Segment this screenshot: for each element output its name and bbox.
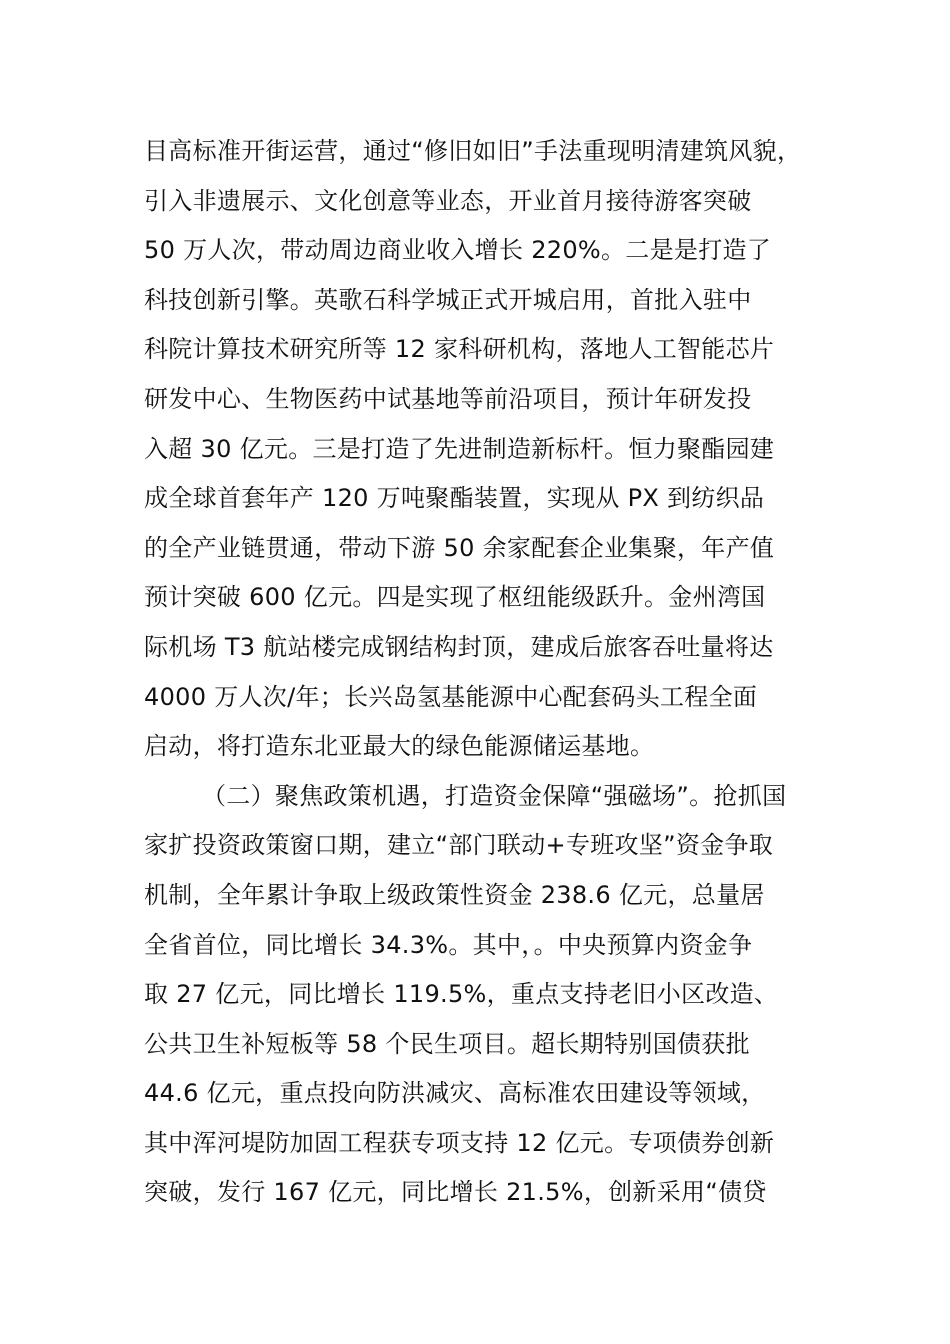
text-line: 科技创新引擎。英歌石科学城正式开城启用，首批入驻中 [144,285,752,314]
text-line: 入超 30 亿元。三是打造了先进制造新标杆。恒力聚酯园建 [144,434,775,463]
text-line: 公共卫生补短板等 58 个民生项目。超长期特别国债获批 [144,1029,750,1058]
text-line: 预计突破 600 亿元。四是实现了枢纽能级跃升。金州湾国 [144,583,766,612]
text-line: 的全产业链贯通，带动下游 50 余家配套企业集聚，年产值 [144,533,775,562]
text-line: 50 万人次，带动周边商业收入增长 220%。二是是打造了 [144,236,772,265]
text-line: 突破，发行 167 亿元，同比增长 21.5%，创新采用“债贷 [144,1178,767,1207]
text-line: 科院计算技术研究所等 12 家科研机构，落地人工智能芯片 [144,335,775,364]
text-line: 成全球首套年产 120 万吨聚酯装置，实现从 PX 到纺织品 [144,484,765,513]
text-line: 全省首位，同比增长 34.3%。其中，。中央预算内资金争 [144,930,753,959]
text-line: 其中浑河堤防加固工程获专项支持 12 亿元。专项债券创新 [144,1128,775,1157]
text-line: 取 27 亿元，同比增长 119.5%，重点支持老旧小区改造、 [144,980,779,1009]
text-line: 44.6 亿元，重点投向防洪减灾、高标准农田建设等领域， [144,1079,766,1108]
section-heading-line: （二）聚焦政策机遇，打造资金保障“强磁场”。抢抓国 [202,781,787,810]
text-line: 际机场 T3 航站楼完成钢结构封顶，建成后旅客吞吐量将达 [144,632,774,661]
text-line: 家扩投资政策窗口期，建立“部门联动+专班攻坚”资金争取 [144,831,774,860]
text-line: 4000 万人次/年；长兴岛氢基能源中心配套码头工程全面 [144,682,758,711]
text-line: 机制，全年累计争取上级政策性资金 238.6 亿元，总量居 [144,880,765,909]
text-line: 研发中心、生物医药中试基地等前沿项目，预计年研发投 [144,384,752,413]
text-line: 引入非遗展示、文化创意等业态，开业首月接待游客突破 [144,186,752,215]
text-line: 启动，将打造东北亚最大的绿色能源储运基地。 [144,732,655,761]
body-text [144,127,834,1218]
text-line: 目高标准开街运营，通过“修旧如旧”手法重现明清建筑风貌， [144,137,802,165]
